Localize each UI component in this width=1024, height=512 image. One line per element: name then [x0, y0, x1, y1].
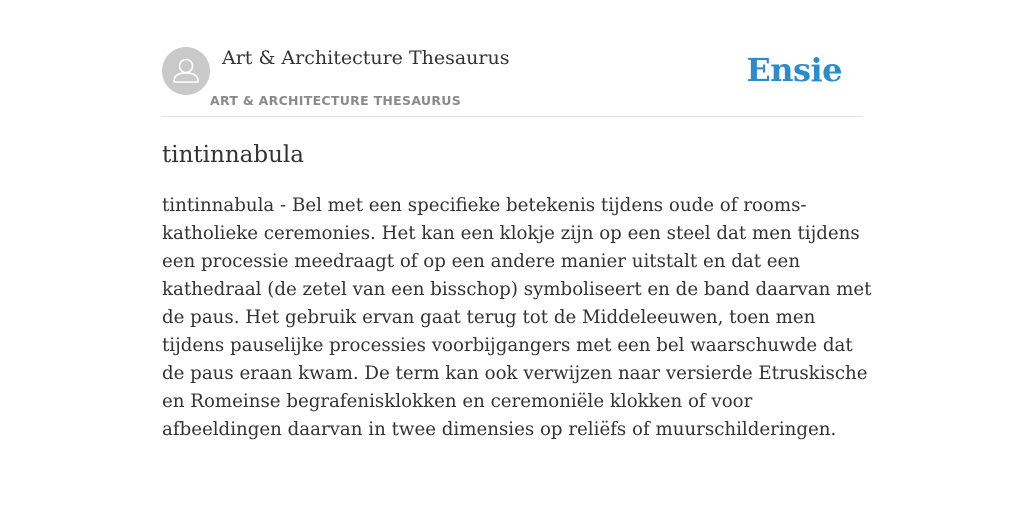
source-title[interactable]: Art & Architecture Thesaurus [222, 47, 510, 69]
source-subtitle[interactable]: ART & ARCHITECTURE THESAURUS [210, 93, 462, 108]
entry-header [162, 46, 862, 117]
brand-logo[interactable]: Ensie [746, 51, 842, 89]
term-title: tintinnabula [162, 142, 304, 168]
term-definition: tintinnabula - Bel met een specifieke betekenis tijdens oude of rooms-katholieke ceremonies. Het kan een klokje zijn op een steel dat men tijdens een processie meedraagt of op een andere manier uitstalt en dat een kathedraal (de zetel van een bisschop) symboliseert en de band daarvan met de paus. Het gebruik ervan gaat terug tot de Middeleeuwen, toen men tijdens pauselijke processies voorbijgangers met een bel waarschuwde dat de paus eraan kwam. De term kan ook verwijzen naar versierde Etruskische en Romeinse begrafenisklokken en ceremoniële klokken of voor afbeeldingen daarvan in twee dimensies op reliëfs of muurschilderingen. [162, 195, 872, 440]
user-avatar-icon[interactable] [162, 47, 210, 95]
person-outline-icon [162, 47, 210, 95]
